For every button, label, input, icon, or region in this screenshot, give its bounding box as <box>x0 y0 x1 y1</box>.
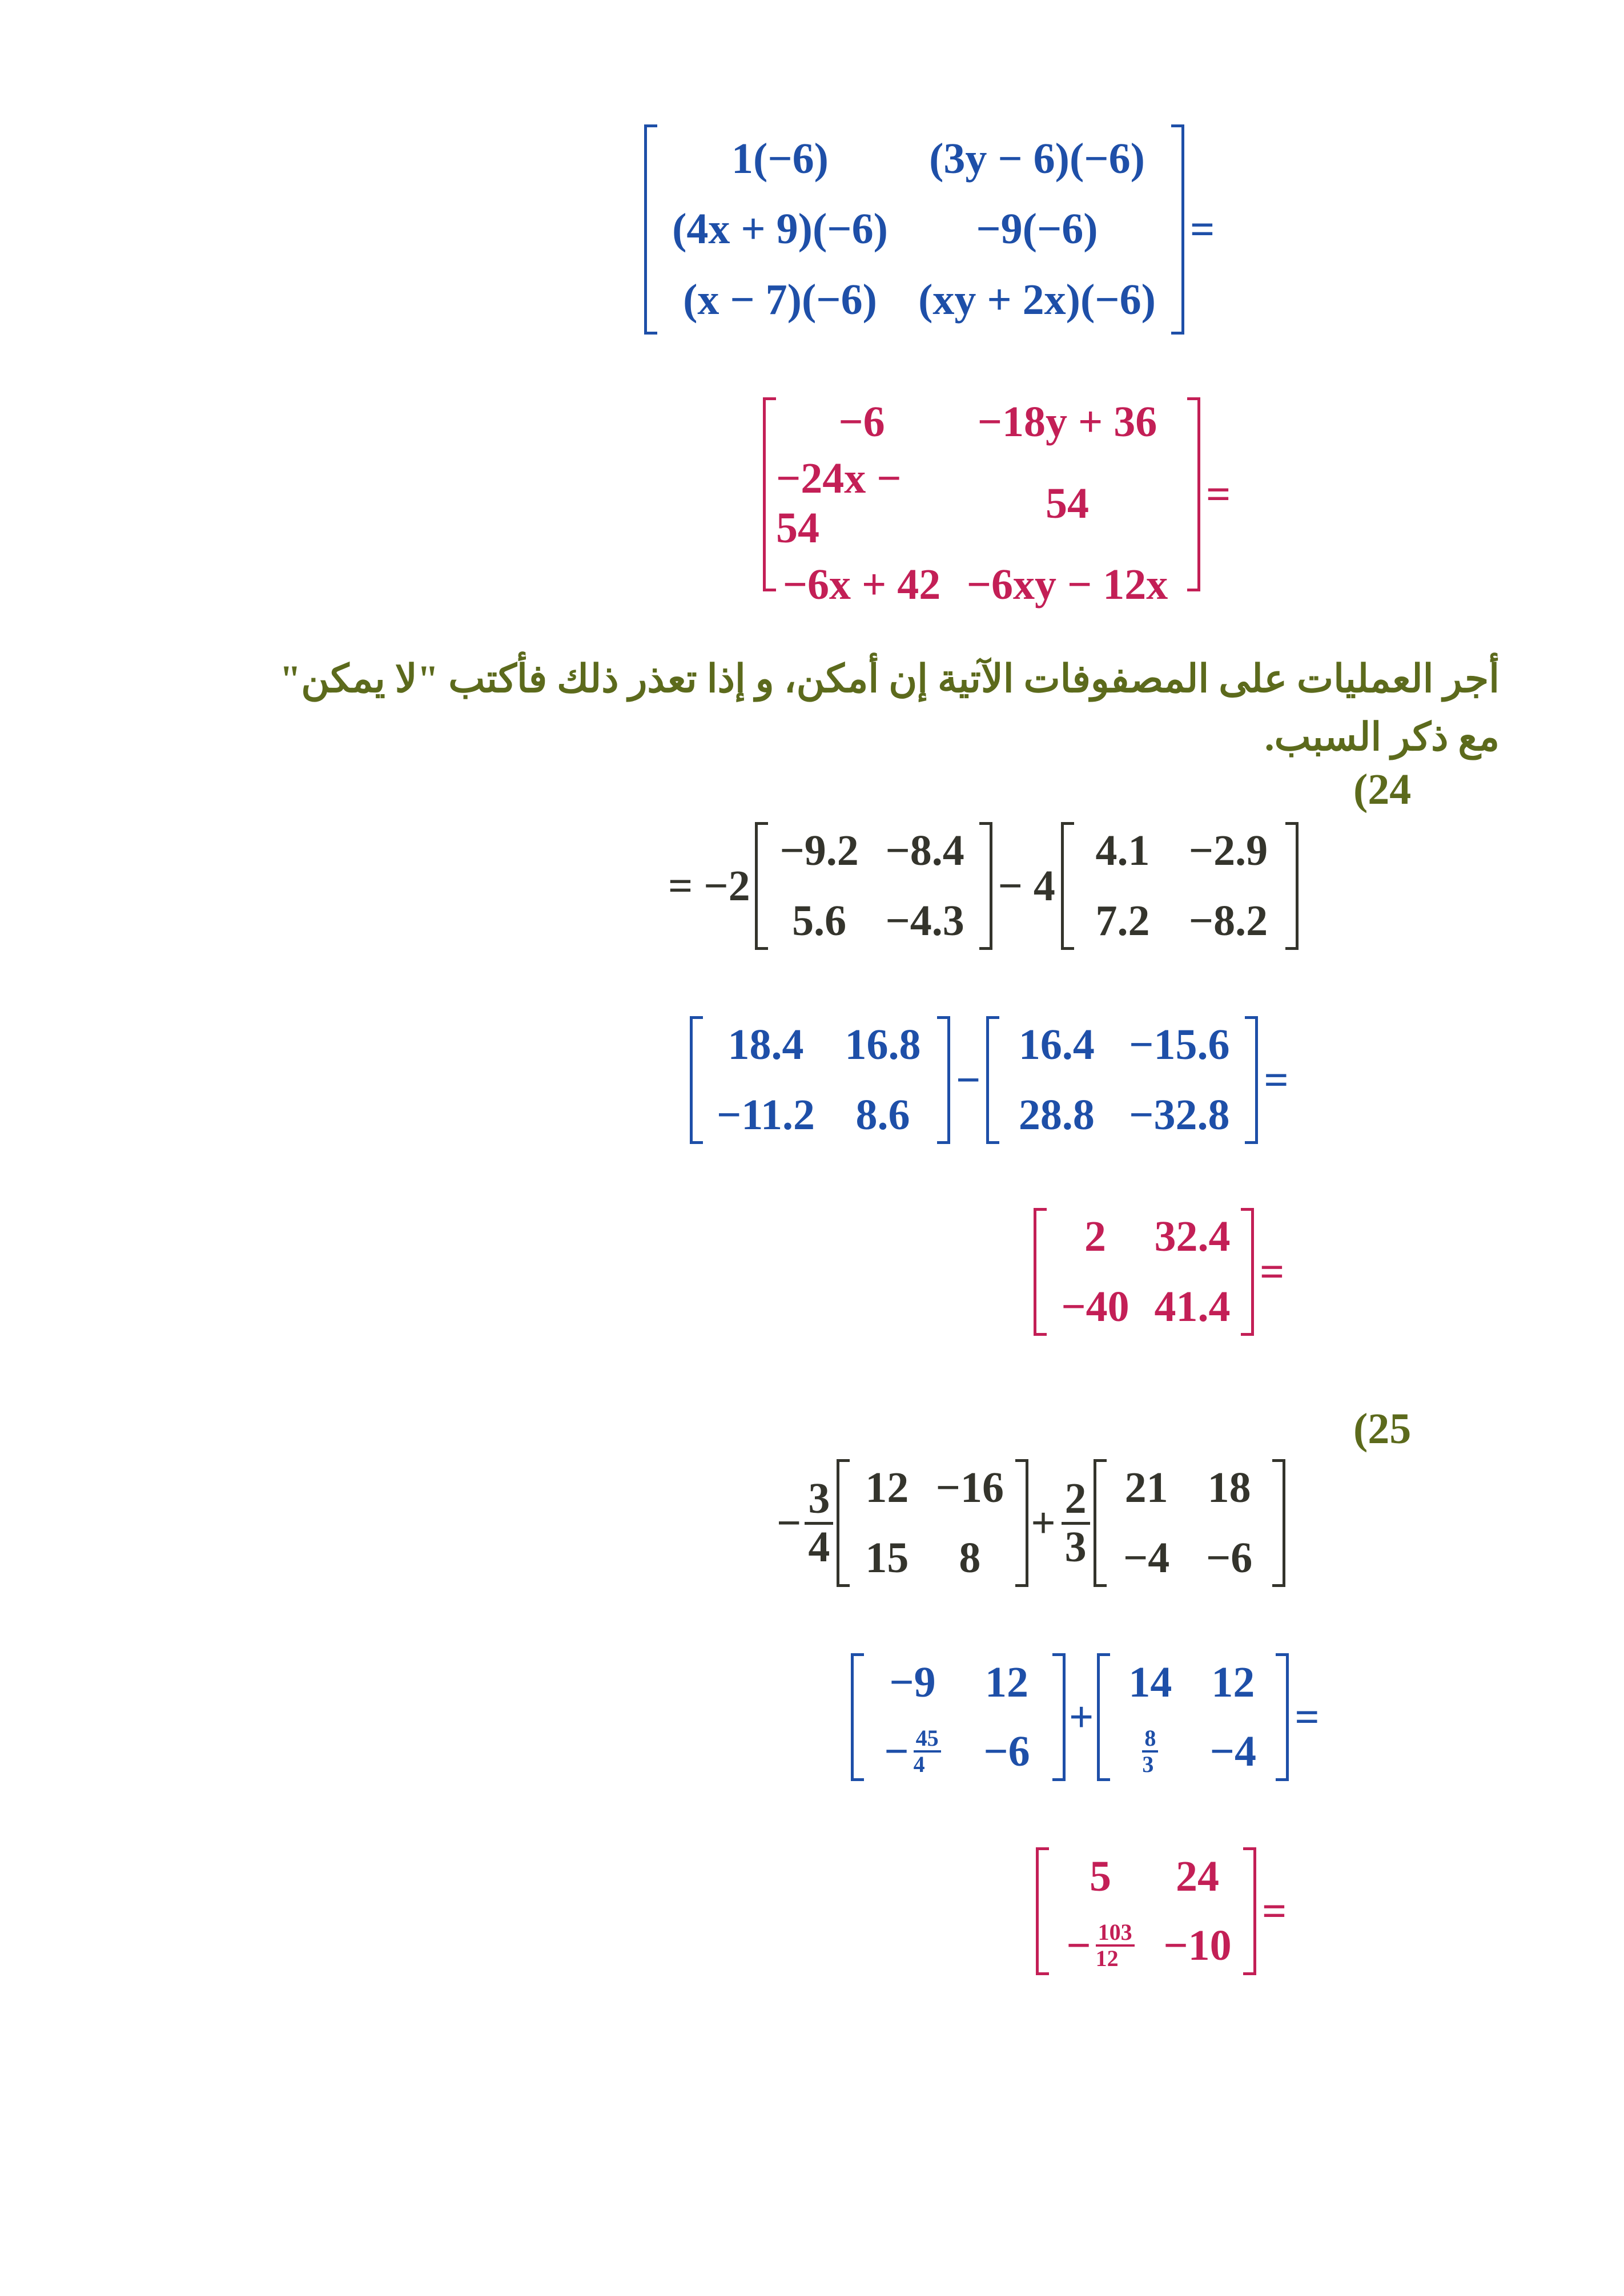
matrix-cell: 2 <box>1084 1213 1106 1260</box>
minus-sign: − <box>777 1499 802 1547</box>
matrix-cell: −4.3 <box>885 897 964 945</box>
equals-sign: = <box>1295 1693 1320 1741</box>
fraction-denominator: 4 <box>913 1751 925 1778</box>
matrix-cell: −15.6 <box>1129 1021 1230 1069</box>
instruction-text <box>129 650 1500 766</box>
fraction <box>1096 1920 1135 1971</box>
fraction-numerator: 103 <box>1096 1920 1135 1947</box>
left-bracket <box>763 397 776 591</box>
matrix-cell: −6 <box>983 1727 1030 1775</box>
matrix-cell: −6 <box>1205 1534 1253 1582</box>
matrix-cell: 12 <box>865 1464 909 1512</box>
matrix-cell: −2.9 <box>1188 827 1268 875</box>
left-bracket <box>986 1016 999 1144</box>
matrix-cell: −18y + 36 <box>977 398 1157 446</box>
left-bracket <box>755 822 768 950</box>
matrix-cell: 32.4 <box>1154 1213 1231 1260</box>
matrix-cell: 1(−6) <box>731 135 829 183</box>
matrix-cell: 28.8 <box>1018 1091 1095 1139</box>
fraction-denominator: 4 <box>808 1522 830 1571</box>
problem-24-answer <box>1034 1208 1290 1336</box>
equals-sign: = <box>1262 1887 1287 1935</box>
matrix-cell: −32.8 <box>1129 1091 1230 1139</box>
fraction-denominator: 3 <box>1064 1522 1087 1571</box>
fraction-numerator: 45 <box>914 1726 941 1753</box>
matrix-2x2 <box>1034 1208 1254 1336</box>
right-bracket <box>937 1016 950 1144</box>
right-bracket <box>1171 124 1184 335</box>
matrix-cell: 54 <box>1046 479 1089 527</box>
matrix-cell: 8.6 <box>855 1091 910 1139</box>
problem-number-25: (25 <box>1353 1405 1412 1453</box>
matrix-cell: 5.6 <box>792 897 847 945</box>
matrix-cell: 24 <box>1176 1852 1219 1900</box>
left-bracket <box>644 124 657 335</box>
matrix-cell: 21 <box>1124 1464 1168 1512</box>
matrix-cell: −40 <box>1061 1283 1129 1331</box>
operator: + <box>1031 1499 1056 1547</box>
equals-sign: = <box>1190 205 1215 253</box>
right-bracket <box>1285 822 1299 950</box>
matrix-cell: 14 <box>1128 1658 1172 1706</box>
right-bracket <box>1245 1016 1258 1144</box>
matrix-2x2 <box>755 822 992 950</box>
matrix-cell: (4x + 9)(−6) <box>672 205 888 253</box>
matrix-cell: −4 <box>1123 1534 1170 1582</box>
scalar-coefficient: = −2 <box>668 861 750 910</box>
equals-sign: = <box>1260 1247 1285 1296</box>
matrix-2x2 <box>1097 1653 1289 1781</box>
matrix-cell: 15 <box>865 1534 909 1582</box>
matrix-cell: 8 <box>959 1534 981 1582</box>
left-bracket <box>690 1016 703 1144</box>
fraction-denominator: 12 <box>1095 1945 1119 1972</box>
matrix-cell: −4 <box>1209 1727 1256 1775</box>
matrix-cell: 18.4 <box>727 1021 804 1069</box>
matrix-2x2 <box>690 1016 950 1144</box>
problem-25-answer <box>1036 1847 1292 1975</box>
right-bracket <box>1241 1208 1254 1336</box>
minus-sign: − <box>884 1727 909 1775</box>
matrix-2x2 <box>1036 1847 1256 1975</box>
left-bracket <box>851 1653 864 1781</box>
matrix-cell: 18 <box>1207 1464 1251 1512</box>
matrix-cell: −11.2 <box>716 1091 815 1139</box>
problem-24-question <box>668 822 1299 950</box>
left-bracket <box>1036 1847 1049 1975</box>
right-bracket <box>1015 1459 1028 1587</box>
problem-25-question <box>777 1459 1285 1587</box>
fraction-numerator: 8 <box>1142 1726 1158 1753</box>
problem-24-step-1 <box>690 1016 1295 1144</box>
right-bracket <box>1276 1653 1289 1781</box>
instruction-line-1: أجر العمليات على المصفوفات الآتية إن أمكن، و إذا تعذر ذلك فأكتب "لا يمكن" <box>279 657 1500 700</box>
right-bracket <box>979 822 992 950</box>
matrix-cell <box>1142 1726 1158 1777</box>
fraction <box>1142 1726 1158 1777</box>
matrix-cell: (x − 7)(−6) <box>683 275 877 324</box>
fraction <box>805 1476 833 1570</box>
matrix-2x2 <box>851 1653 1066 1781</box>
operator: − <box>956 1056 981 1104</box>
matrix-cell: 12 <box>1211 1658 1255 1706</box>
right-bracket <box>1272 1459 1285 1587</box>
matrix-3x2-result <box>763 397 1200 609</box>
operator: + <box>1069 1693 1094 1741</box>
matrix-cell: 4.1 <box>1095 827 1150 875</box>
matrix-cell: 16.4 <box>1018 1021 1095 1069</box>
matrix-cell: −8.4 <box>885 827 964 875</box>
matrix-result-block <box>763 397 1236 609</box>
left-bracket <box>1094 1459 1107 1587</box>
matrix-cell: −9.2 <box>779 827 859 875</box>
matrix-cell: −8.2 <box>1188 897 1268 945</box>
operator: − 4 <box>998 861 1055 910</box>
problem-25-step-1 <box>851 1653 1325 1781</box>
matrix-2x2 <box>1061 822 1299 950</box>
matrix-cell <box>884 1726 940 1777</box>
right-bracket <box>1052 1653 1066 1781</box>
matrix-cell: 12 <box>985 1658 1028 1706</box>
fraction <box>914 1726 941 1777</box>
matrix-cell <box>1066 1920 1134 1971</box>
instruction-line-2: مع ذكر السبب. <box>1264 715 1500 759</box>
left-bracket <box>837 1459 850 1587</box>
matrix-cell: (3y − 6)(−6) <box>929 135 1145 183</box>
matrix-cell: −16 <box>935 1464 1004 1512</box>
matrix-cell: 5 <box>1090 1852 1111 1900</box>
matrix-cell: −6xy − 12x <box>966 561 1168 609</box>
matrix-expansion-block <box>644 124 1220 335</box>
minus-sign: − <box>1066 1921 1091 1969</box>
fraction-numerator: 3 <box>805 1476 833 1525</box>
equals-sign: = <box>1206 470 1231 518</box>
matrix-cell: −10 <box>1163 1921 1232 1969</box>
right-bracket <box>1187 397 1200 591</box>
matrix-2x2 <box>837 1459 1028 1587</box>
matrix-cell: −6x + 42 <box>782 561 941 609</box>
matrix-2x2 <box>986 1016 1258 1144</box>
matrix-3x2-expansion <box>644 124 1184 335</box>
right-bracket <box>1243 1847 1256 1975</box>
matrix-2x2 <box>1094 1459 1285 1587</box>
matrix-cell: −9(−6) <box>976 205 1098 253</box>
equals-sign: = <box>1264 1056 1289 1104</box>
left-bracket <box>1034 1208 1047 1336</box>
left-bracket <box>1061 822 1074 950</box>
matrix-cell: −6 <box>838 398 885 446</box>
matrix-cell: 41.4 <box>1154 1283 1231 1331</box>
matrix-cell: −9 <box>889 1658 936 1706</box>
fraction-numerator: 2 <box>1062 1476 1090 1525</box>
matrix-cell: 16.8 <box>845 1021 921 1069</box>
matrix-cell: 7.2 <box>1095 897 1150 945</box>
fraction <box>1062 1476 1090 1570</box>
matrix-cell: −24x − 54 <box>776 454 902 552</box>
fraction-denominator: 3 <box>1142 1751 1154 1778</box>
matrix-cell: (xy + 2x)(−6) <box>918 275 1156 324</box>
problem-number-24: (24 <box>1353 766 1412 813</box>
left-bracket <box>1097 1653 1110 1781</box>
